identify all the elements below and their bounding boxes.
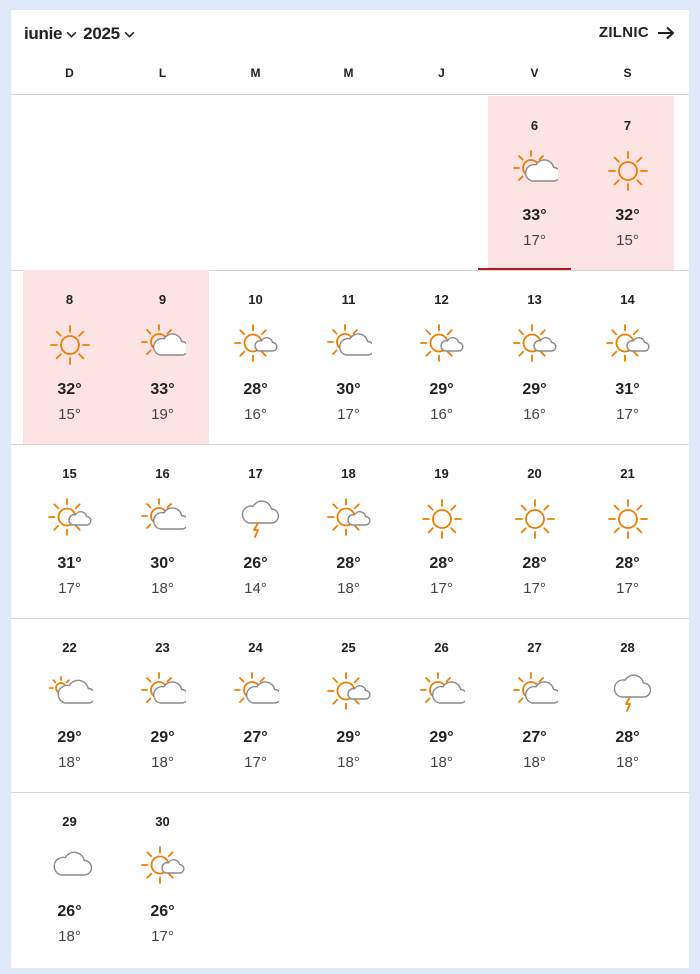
- header-divider: [11, 94, 689, 95]
- day-cell[interactable]: [488, 96, 581, 270]
- day-cell[interactable]: [116, 792, 209, 966]
- max-temperature: 28°: [336, 555, 361, 572]
- min-temperature: 18°: [58, 928, 81, 945]
- sun-icon: [605, 148, 651, 194]
- day-cell[interactable]: [581, 96, 674, 270]
- day-number: 28: [620, 640, 635, 655]
- partly-cloudy-icon: [140, 496, 186, 542]
- mostly-sunny-icon: [605, 322, 651, 368]
- weekday-label: M: [343, 66, 354, 80]
- day-number: 30: [155, 814, 170, 829]
- min-temperature: 18°: [151, 754, 174, 771]
- mostly-sunny-icon: [512, 322, 558, 368]
- day-number: 21: [620, 466, 635, 481]
- sun-icon: [605, 496, 651, 542]
- day-cell[interactable]: [302, 444, 395, 618]
- day-number: 11: [341, 292, 356, 307]
- daily-view-link[interactable]: [599, 24, 675, 41]
- sun-icon: [419, 496, 465, 542]
- min-temperature: 18°: [337, 580, 360, 597]
- sun-icon: [512, 496, 558, 542]
- max-temperature: 28°: [615, 555, 640, 572]
- day-cell[interactable]: [581, 444, 674, 618]
- day-cell[interactable]: [395, 444, 488, 618]
- min-temperature: 16°: [244, 406, 267, 423]
- chevron-down-icon: [124, 29, 135, 40]
- max-temperature: 27°: [522, 729, 547, 746]
- day-cell[interactable]: [116, 270, 209, 444]
- min-temperature: 17°: [616, 580, 639, 597]
- year-dropdown-label: 2025: [83, 24, 120, 43]
- min-temperature: 17°: [523, 232, 546, 249]
- day-number: 22: [62, 640, 77, 655]
- day-cell[interactable]: [488, 444, 581, 618]
- weekday-label: J: [438, 66, 445, 80]
- year-dropdown[interactable]: [83, 24, 139, 44]
- day-number: 6: [530, 118, 539, 133]
- day-cell[interactable]: [302, 618, 395, 792]
- mostly-cloudy-icon: [47, 670, 93, 716]
- mostly-sunny-icon: [140, 844, 186, 890]
- weekday-label: S: [623, 66, 632, 80]
- partly-cloudy-icon: [512, 670, 558, 716]
- max-temperature: 30°: [150, 555, 175, 572]
- day-cell[interactable]: [581, 618, 674, 792]
- min-temperature: 17°: [523, 580, 546, 597]
- partly-cloudy-icon: [140, 322, 186, 368]
- max-temperature: 31°: [57, 555, 82, 572]
- day-number: 24: [248, 640, 263, 655]
- min-temperature: 16°: [430, 406, 453, 423]
- day-number: 29: [62, 814, 77, 829]
- max-temperature: 29°: [429, 381, 454, 398]
- mostly-sunny-icon: [47, 496, 93, 542]
- day-number: 19: [434, 466, 449, 481]
- weekday-label: V: [530, 66, 539, 80]
- max-temperature: 32°: [615, 207, 640, 224]
- thunderstorm-icon: [233, 496, 279, 542]
- arrow-right-icon: [657, 26, 675, 40]
- mostly-sunny-icon: [233, 322, 279, 368]
- day-cell[interactable]: [23, 444, 116, 618]
- min-temperature: 18°: [523, 754, 546, 771]
- day-number: 10: [248, 292, 263, 307]
- min-temperature: 17°: [151, 928, 174, 945]
- day-cell[interactable]: [23, 618, 116, 792]
- day-number: 26: [434, 640, 449, 655]
- weekday-label: L: [158, 66, 167, 80]
- mostly-sunny-icon: [326, 496, 372, 542]
- day-number: 17: [248, 466, 263, 481]
- weekday-label: M: [250, 66, 261, 80]
- day-cell[interactable]: [488, 618, 581, 792]
- min-temperature: 14°: [244, 580, 267, 597]
- max-temperature: 29°: [150, 729, 175, 746]
- max-temperature: 28°: [243, 381, 268, 398]
- chevron-down-icon[interactable]: [66, 29, 77, 40]
- partly-cloudy-icon: [512, 148, 558, 194]
- day-cell[interactable]: [209, 270, 302, 444]
- min-temperature: 17°: [244, 754, 267, 771]
- max-temperature: 30°: [336, 381, 361, 398]
- day-number: 23: [155, 640, 170, 655]
- min-temperature: 17°: [430, 580, 453, 597]
- max-temperature: 29°: [57, 729, 82, 746]
- mostly-sunny-icon: [326, 670, 372, 716]
- min-temperature: 15°: [58, 406, 81, 423]
- min-temperature: 18°: [58, 754, 81, 771]
- day-number: 13: [527, 292, 542, 307]
- day-cell[interactable]: [23, 792, 116, 966]
- day-number: 18: [341, 466, 356, 481]
- min-temperature: 16°: [523, 406, 546, 423]
- max-temperature: 33°: [522, 207, 547, 224]
- day-cell[interactable]: [488, 270, 581, 444]
- partly-cloudy-icon: [140, 670, 186, 716]
- day-number: 25: [341, 640, 356, 655]
- day-cell[interactable]: [395, 270, 488, 444]
- mostly-sunny-icon: [419, 322, 465, 368]
- max-temperature: 33°: [150, 381, 175, 398]
- partly-cloudy-icon: [419, 670, 465, 716]
- day-cell[interactable]: [209, 444, 302, 618]
- day-number: 20: [527, 466, 542, 481]
- day-cell[interactable]: [395, 618, 488, 792]
- max-temperature: 32°: [57, 381, 82, 398]
- day-cell[interactable]: [302, 270, 395, 444]
- thunderstorm-icon: [605, 670, 651, 716]
- day-number: 15: [62, 466, 77, 481]
- partly-cloudy-icon: [233, 670, 279, 716]
- day-number: 16: [155, 466, 170, 481]
- day-cell[interactable]: [116, 618, 209, 792]
- day-number: 9: [158, 292, 167, 307]
- calendar-card: [11, 10, 689, 968]
- calendar-header: [11, 10, 689, 58]
- min-temperature: 18°: [616, 754, 639, 771]
- daily-view-label: ZILNIC: [598, 24, 649, 41]
- min-temperature: 15°: [616, 232, 639, 249]
- max-temperature: 29°: [336, 729, 361, 746]
- partly-cloudy-icon: [326, 322, 372, 368]
- day-cell[interactable]: [581, 270, 674, 444]
- weekday-header-row: [11, 66, 689, 94]
- min-temperature: 17°: [58, 580, 81, 597]
- weekday-label: D: [65, 66, 74, 80]
- max-temperature: 26°: [243, 555, 268, 572]
- month-year-selector: [24, 24, 139, 44]
- min-temperature: 17°: [337, 406, 360, 423]
- day-number: 12: [434, 292, 449, 307]
- sun-icon: [47, 322, 93, 368]
- max-temperature: 29°: [522, 381, 547, 398]
- min-temperature: 18°: [337, 754, 360, 771]
- day-cell[interactable]: [116, 444, 209, 618]
- min-temperature: 18°: [430, 754, 453, 771]
- max-temperature: 28°: [615, 729, 640, 746]
- day-number: 14: [620, 292, 635, 307]
- max-temperature: 31°: [615, 381, 640, 398]
- day-number: 27: [527, 640, 542, 655]
- max-temperature: 28°: [522, 555, 547, 572]
- max-temperature: 27°: [243, 729, 268, 746]
- day-cell[interactable]: [23, 270, 116, 444]
- day-number: 7: [623, 118, 632, 133]
- max-temperature: 29°: [429, 729, 454, 746]
- max-temperature: 28°: [429, 555, 454, 572]
- min-temperature: 17°: [616, 406, 639, 423]
- cloud-icon: [47, 844, 93, 890]
- max-temperature: 26°: [150, 903, 175, 920]
- max-temperature: 26°: [57, 903, 82, 920]
- min-temperature: 19°: [151, 406, 174, 423]
- month-dropdown-label[interactable]: iunie: [24, 24, 63, 43]
- day-number: 8: [65, 292, 74, 307]
- min-temperature: 18°: [151, 580, 174, 597]
- day-cell[interactable]: [209, 618, 302, 792]
